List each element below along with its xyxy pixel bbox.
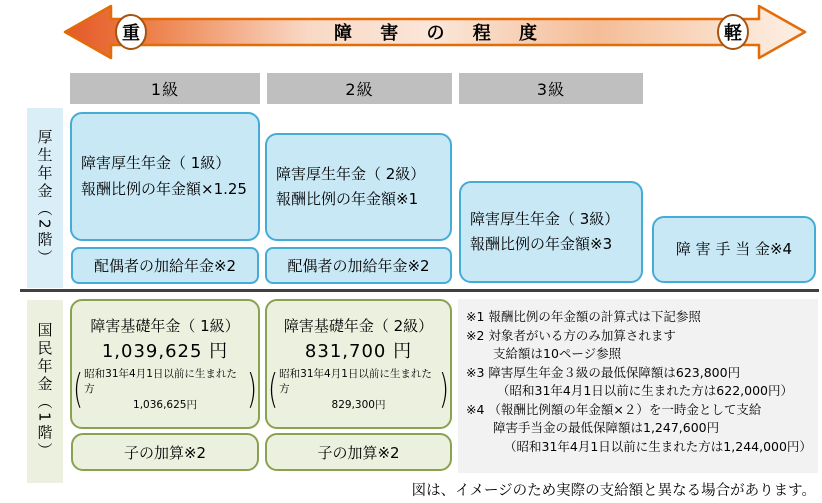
severity-arrow [63,3,807,61]
kosei-nenkin-grade3-box [459,181,643,283]
kiso2-amount: 831,700 円 [304,341,413,363]
figure-caption: 図は、イメージのため実際の支給額と異なる場合があります。 [411,483,816,499]
shogai-teatekin-box: 障 害 手 当 金※4 [652,216,816,283]
open-paren: ( [73,366,84,414]
kiso2-title: 障害基礎年金（ 2級） [283,317,434,336]
footnote-4-cont1: 障害手当金の最低保障額は1,247,600円 [493,420,720,435]
child-addition-box-grade2: 子の加算※2 [265,433,452,471]
kosei2-line2: 報酬比例の年金額※1 [276,190,419,208]
footnote-2: ※2 対象者がいる方のみ加算されます [466,327,676,343]
child-addition-box-grade1: 子の加算※2 [71,433,259,471]
tier-label-kokumin-nenkin: 国民年金（1階） [27,300,63,483]
grade-header-1: 1級 [70,73,260,104]
footnote-3-cont: （昭和31年4月1日以前に生まれた方は622,000円） [497,383,794,398]
grade-header-3: 3級 [459,73,643,104]
kiso2-note-line1: 昭和31年4月1日以前に生まれた方 [279,368,432,396]
kosei1-line1: 障害厚生年金（ 1級） [81,154,231,172]
kosei2-line1: 障害厚生年金（ 2級） [276,164,426,183]
grade-header-2: 2級 [267,73,452,104]
footnote-4: ※4 （報酬比例額の年金額×２）を一時金として支給 [466,401,762,417]
footnote-2-cont: 支給額は10ページ参照 [493,346,622,361]
kiso1-note-line1: 昭和31年4月1日以前に生まれた方 [84,368,237,396]
kosei-nenkin-grade1-box [70,112,260,241]
kiso2-birthdate-note [267,367,450,413]
kiso1-title: 障害基礎年金（ 1級） [90,317,240,336]
kosei-nenkin-grade2-box [265,133,452,241]
kosei1-line2: 報酬比例の年金額×1.25 [81,179,247,198]
spouse-addition-box-grade1: 配偶者の加給年金※2 [71,247,259,284]
footnotes-panel [458,299,818,473]
tier-divider-line [20,289,819,292]
footnote-1: ※1 報酬比例の年金額の計算式は下記参照 [466,309,701,324]
heavy-label: 重 [122,23,140,44]
kiso1-note-line2: 1,036,625円 [133,398,197,411]
tier-label-kosei-nenkin: 厚生年金（2階） [27,108,63,288]
footnote-3: ※3 障害厚生年金３級の最低保障額は623,800円 [466,364,741,380]
close-paren: ) [246,366,257,414]
kosei3-line1: 障害厚生年金（ 3級） [470,209,620,228]
close-paren: ) [438,366,449,414]
light-label: 軽 [724,23,742,44]
kiso1-birthdate-note [72,367,258,413]
kosei3-line2: 報酬比例の年金額※3 [470,235,613,253]
arrow-title: 障 害 の 程 度 [333,23,549,44]
kiso-nenkin-grade1-box [70,299,260,429]
open-paren: ( [268,366,279,414]
footnote-4-cont2: （昭和31年4月1日以前に生まれた方は1,244,000円） [504,438,812,454]
kiso-nenkin-grade2-box [265,299,452,429]
spouse-addition-box-grade2: 配偶者の加給年金※2 [265,247,452,284]
kiso2-note-line2: 829,300円 [331,398,386,411]
kiso1-amount: 1,039,625 円 [101,341,229,363]
